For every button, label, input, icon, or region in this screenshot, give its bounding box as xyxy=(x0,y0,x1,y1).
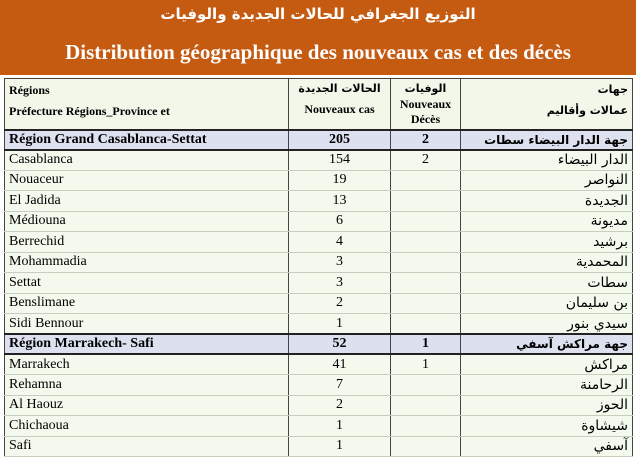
table-row xyxy=(5,354,633,375)
column-header-deaths xyxy=(391,79,461,130)
cases-cell: 7 xyxy=(289,375,391,396)
title-arabic: التوزيع الجغرافي للحالات الجديدة والوفيات xyxy=(160,5,476,23)
column-header-cases-ar: الحالات الجديدة xyxy=(298,82,381,95)
region-row xyxy=(5,130,633,150)
region-name-cell: Berrechid xyxy=(5,232,289,253)
column-header-regions-ar-1: جهات xyxy=(597,83,628,96)
region-name-cell: El Jadida xyxy=(5,191,289,212)
region-name-cell: Médiouna xyxy=(5,211,289,232)
cases-cell: 13 xyxy=(289,191,391,212)
region-name-ar-cell: سيدي بنور xyxy=(461,314,633,335)
deaths-cell xyxy=(391,211,461,232)
cases-cell: 4 xyxy=(289,232,391,253)
column-header-regions-line2: Préfecture Régions_Province et xyxy=(9,104,170,118)
region-name-cell: Mohammadia xyxy=(5,252,289,273)
region-name-ar-cell: شيشاوة xyxy=(461,416,633,437)
region-name-ar-cell: الدار البيضاء xyxy=(461,150,633,171)
column-header-regions-ar xyxy=(461,79,633,130)
deaths-cell xyxy=(391,293,461,314)
region-name-ar-cell: جهة مراكش آسفي xyxy=(461,334,633,354)
table-row xyxy=(5,395,633,416)
region-name-cell: Sidi Bennour xyxy=(5,314,289,335)
table-row xyxy=(5,436,633,457)
deaths-cell xyxy=(391,375,461,396)
deaths-cell: 1 xyxy=(391,334,461,354)
column-header-deaths-fr-1: Nouveaux xyxy=(399,97,452,111)
region-name-ar-cell: مراكش xyxy=(461,354,633,375)
region-name-ar-cell: آسفي xyxy=(461,436,633,457)
deaths-cell: 1 xyxy=(391,354,461,375)
table-row xyxy=(5,150,633,171)
table-header-row xyxy=(5,79,633,130)
cases-cell: 52 xyxy=(289,334,391,354)
region-name-cell: Al Haouz xyxy=(5,395,289,416)
region-name-cell: Casablanca xyxy=(5,150,289,171)
region-name-cell: Chichaoua xyxy=(5,416,289,437)
cases-cell: 41 xyxy=(289,354,391,375)
cases-cell: 3 xyxy=(289,273,391,294)
region-name-cell: Benslimane xyxy=(5,293,289,314)
column-header-regions xyxy=(5,79,289,130)
table-body xyxy=(5,130,633,457)
cases-cell: 1 xyxy=(289,436,391,457)
region-name-cell: Région Grand Casablanca-Settat xyxy=(5,130,289,150)
deaths-cell xyxy=(391,170,461,191)
region-name-ar-cell: الجديدة xyxy=(461,191,633,212)
deaths-cell xyxy=(391,314,461,335)
region-name-ar-cell: الحوز xyxy=(461,395,633,416)
deaths-cell: 2 xyxy=(391,130,461,150)
table-row xyxy=(5,232,633,253)
deaths-cell xyxy=(391,232,461,253)
region-name-ar-cell: سطات xyxy=(461,273,633,294)
cases-cell: 154 xyxy=(289,150,391,171)
deaths-cell xyxy=(391,436,461,457)
deaths-cell xyxy=(391,273,461,294)
column-header-cases xyxy=(289,79,391,130)
cases-cell: 2 xyxy=(289,395,391,416)
table-row xyxy=(5,314,633,335)
table-row xyxy=(5,191,633,212)
region-name-cell: Région Marrakech- Safi xyxy=(5,334,289,354)
column-header-deaths-ar: الوفيات xyxy=(404,82,447,95)
deaths-cell xyxy=(391,395,461,416)
region-name-ar-cell: برشيد xyxy=(461,232,633,253)
region-name-cell: Nouaceur xyxy=(5,170,289,191)
region-name-cell: Safi xyxy=(5,436,289,457)
column-header-deaths-fr-2: Décès xyxy=(410,112,441,126)
table-row xyxy=(5,416,633,437)
deaths-cell xyxy=(391,191,461,212)
table-row xyxy=(5,273,633,294)
region-row xyxy=(5,334,633,354)
table-row xyxy=(5,293,633,314)
cases-cell: 205 xyxy=(289,130,391,150)
column-header-cases-fr: Nouveaux cas xyxy=(304,102,375,116)
region-name-cell: Settat xyxy=(5,273,289,294)
distribution-table xyxy=(4,78,633,457)
region-name-ar-cell: الرحامنة xyxy=(461,375,633,396)
column-header-regions-ar-2: عمالات وأقاليم xyxy=(546,104,628,117)
cases-cell: 3 xyxy=(289,252,391,273)
cases-cell: 6 xyxy=(289,211,391,232)
title-banner xyxy=(0,0,636,75)
column-header-regions-line1: Régions xyxy=(9,83,50,97)
deaths-cell xyxy=(391,252,461,273)
cases-cell: 2 xyxy=(289,293,391,314)
region-name-cell: Marrakech xyxy=(5,354,289,375)
cases-cell: 19 xyxy=(289,170,391,191)
table-row xyxy=(5,170,633,191)
title-french: Distribution géographique des nouveaux cas et des décès xyxy=(65,40,571,64)
table-row xyxy=(5,375,633,396)
table-row xyxy=(5,252,633,273)
region-name-ar-cell: المحمدية xyxy=(461,252,633,273)
cases-cell: 1 xyxy=(289,314,391,335)
table-row xyxy=(5,211,633,232)
cases-cell: 1 xyxy=(289,416,391,437)
region-name-ar-cell: جهة الدار البيضاء سطات xyxy=(461,130,633,150)
region-name-ar-cell: مديونة xyxy=(461,211,633,232)
region-name-cell: Rehamna xyxy=(5,375,289,396)
deaths-cell: 2 xyxy=(391,150,461,171)
deaths-cell xyxy=(391,416,461,437)
region-name-ar-cell: النواصر xyxy=(461,170,633,191)
region-name-ar-cell: بن سليمان xyxy=(461,293,633,314)
